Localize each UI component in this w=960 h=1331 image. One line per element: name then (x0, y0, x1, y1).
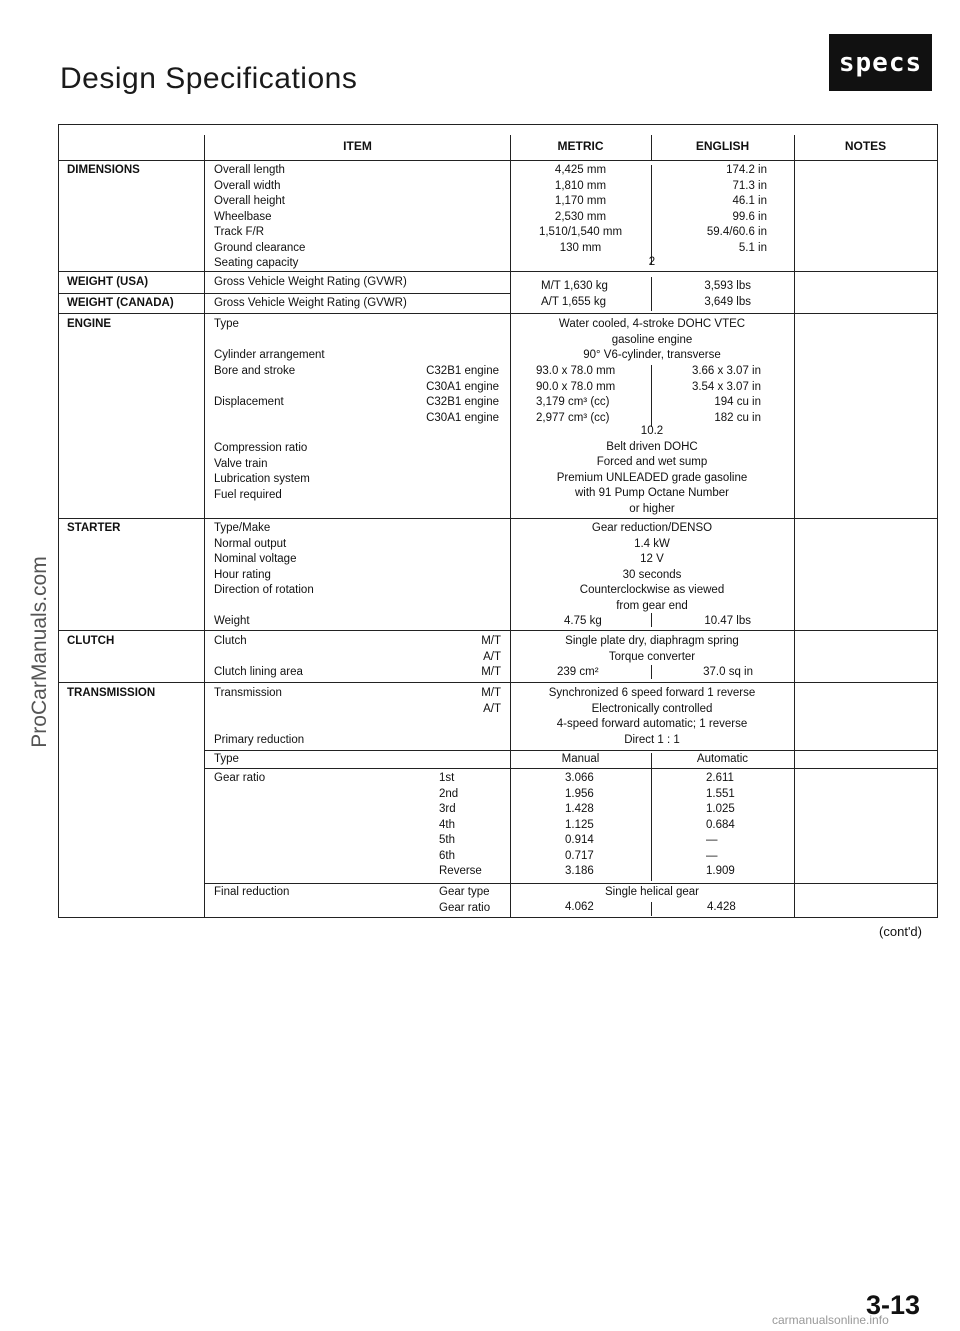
starter-items: Type/Make Normal output Nominal voltage Hour rating Direction of rotation Weight (214, 522, 314, 627)
split-final (651, 902, 652, 916)
page-title: Design Specifications (60, 62, 358, 95)
final-reduction-item: Final reduction (214, 886, 290, 898)
engine-english: 3.66 x 3.07 in 3.54 x 3.07 in 194 cu in 182 cu in (691, 365, 761, 424)
section-weight-canada: WEIGHT (CANADA) (67, 297, 174, 309)
section-weight-usa: WEIGHT (USA) (67, 276, 149, 288)
seating-capacity-value: 2 (648, 256, 656, 268)
split-gear (651, 753, 652, 881)
specs-badge: specs (829, 34, 932, 91)
final-ratio-auto: 4.428 (707, 901, 736, 913)
starter-weight-metric: 4.75 kg (564, 615, 602, 627)
rule-gear (204, 883, 937, 884)
gear-type-manual: Manual (561, 753, 600, 765)
rule-starter (59, 630, 937, 631)
section-dimensions: DIMENSIONS (67, 164, 140, 176)
gear-type-automatic: Automatic (696, 753, 749, 765)
gear-list: 1st 2nd 3rd 4th 5th 6th Reverse (439, 772, 482, 877)
engine-items: Type Cylinder arrangement Bore and stroke Displacement Compression ratio Valve train Lubrication system Fuel required (214, 318, 325, 501)
header-notes: NOTES (844, 139, 887, 153)
engine-values: 10.2 Belt driven DOHC Forced and wet sump Premium UNLEADED grade gasoline with 91 Pump Octane Number or higher (556, 425, 748, 515)
engine-metric: 93.0 x 78.0 mm 90.0 x 78.0 mm 3,179 cm³ (cc) 2,977 cm³ (cc) (536, 365, 616, 424)
final-gear-type: Single helical gear (605, 886, 699, 898)
rule-weight (59, 313, 937, 314)
gear-type-item: Type (214, 753, 239, 765)
side-watermark: ProCarManuals.com (28, 556, 51, 748)
header-item: ITEM (343, 139, 372, 153)
transmission-variants: M/T A/T (481, 687, 501, 715)
section-clutch: CLUTCH (67, 635, 115, 647)
final-reduction-labels: Gear type Gear ratio (439, 886, 491, 914)
dimensions-metric: 4,425 mm 1,810 mm 1,170 mm 2,530 mm 1,510/1,540 mm 130 mm (538, 164, 623, 254)
engine-type-value: Water cooled, 4-stroke DOHC VTEC gasoline engine 90° V6-cylinder, transverse (558, 318, 746, 361)
header-english: ENGLISH (695, 139, 750, 153)
section-engine: ENGINE (67, 318, 112, 330)
page-number: 3-13 (866, 1290, 921, 1320)
gear-ratio-item: Gear ratio (214, 772, 266, 784)
rule-primary (204, 750, 937, 751)
clutch-area-metric: 239 cm² (557, 666, 599, 678)
bottom-watermark: carmanualsonline.info (772, 1313, 889, 1327)
clutch-variants: M/T A/T M/T (481, 635, 501, 678)
clutch-area-english: 37.0 sq in (703, 666, 753, 678)
continued-label: (cont'd) (879, 924, 922, 939)
weight-english: 3,593 lbs 3,649 lbs (704, 280, 751, 308)
section-starter: STARTER (67, 522, 121, 534)
starter-weight-english: 10.47 lbs (704, 615, 751, 627)
gear-manual-ratios: 3.066 1.956 1.428 1.125 0.914 0.717 3.186 (565, 772, 594, 877)
clutch-items: Clutch Clutch lining area (214, 635, 303, 678)
weight-usa-item: Gross Vehicle Weight Rating (GVWR) (214, 276, 407, 288)
spec-table (58, 124, 938, 918)
final-ratio-manual: 4.062 (565, 901, 594, 913)
starter-values: Gear reduction/DENSO 1.4 kW 12 V 30 seconds Counterclockwise as viewed from gear end (579, 522, 725, 612)
clutch-values: Single plate dry, diaphragm spring Torque converter (565, 635, 739, 663)
rule-clutch (59, 682, 937, 683)
weight-metric: M/T 1,630 kg A/T 1,655 kg (541, 280, 608, 308)
transmission-items: Transmission Primary reduction (214, 687, 305, 746)
divider-notes (794, 135, 795, 918)
divider-section (204, 135, 205, 918)
rule-type (204, 768, 937, 769)
header-metric: METRIC (557, 139, 604, 153)
gear-auto-ratios: 2.611 1.551 1.025 0.684 — — 1.909 (706, 772, 735, 877)
rule-weight-usa (59, 293, 510, 294)
rule-engine (59, 518, 937, 519)
section-transmission: TRANSMISSION (67, 687, 156, 699)
dimensions-english: 174.2 in 71.3 in 46.1 in 99.6 in 59.4/60.6 in 5.1 in (706, 164, 767, 254)
dimensions-items: Overall length Overall width Overall height Wheelbase Track F/R Ground clearance Seating capacity (214, 164, 306, 269)
weight-canada-item: Gross Vehicle Weight Rating (GVWR) (214, 297, 407, 309)
transmission-values: Synchronized 6 speed forward 1 reverse Electronically controlled 4-speed forward automatic; 1 reverse Direct 1 : 1 (548, 687, 756, 746)
rule-dimensions (59, 271, 937, 272)
engine-variants: C32B1 engine C30A1 engine C32B1 engine C30A1 engine (426, 365, 499, 424)
header-rule (59, 160, 937, 161)
